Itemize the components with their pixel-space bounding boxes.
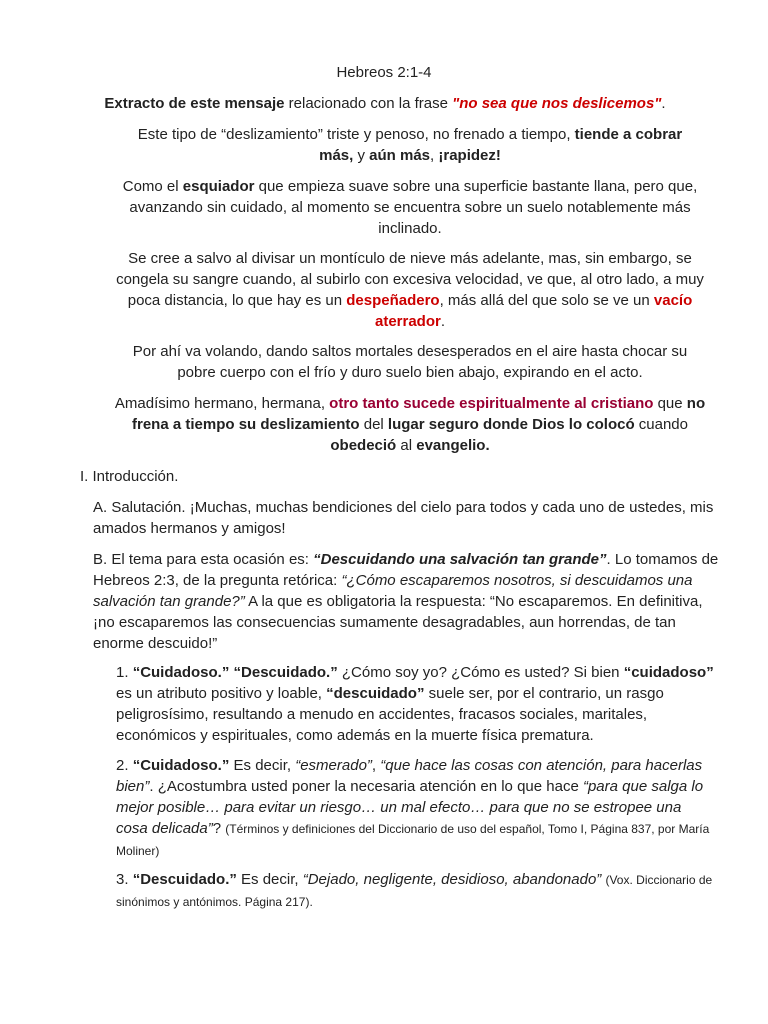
app-text-4: cuando bbox=[634, 416, 688, 433]
item-2-citation: (Términos y definiciones del Diccionario de uso del español, Tomo I, Página 837, por María Moliner) bbox=[116, 822, 710, 858]
app-text-2: que bbox=[653, 395, 687, 412]
fall-paragraph: Por ahí va volando, dando saltos mortales desesperados en el aire hasta chocar su pobre cuerpo con el frío y duro suelo bien abajo, expirando en el acto. bbox=[132, 343, 688, 381]
item-2-italic-3: “para que salga lo mejor posible… para evitar un riesgo… un mal efecto… para que no se estropee una cosa delicada” bbox=[116, 778, 704, 837]
item-1-text-1: ¿Cómo soy yo? ¿Cómo es usted? Si bien bbox=[337, 664, 624, 681]
theme-text-1: B. El tema para esta ocasión es: bbox=[93, 551, 314, 568]
item-2-italic-2: “que hace las cosas con atención, para hacerlas bien” bbox=[116, 757, 703, 795]
item-1-text-3: suele ser, por el contrario, un rasgo peligrosísimo, resultando a menudo en accidentes, fracasos sociales, maritales, económicos y espirituales, como además en la muerte física prematura. bbox=[116, 685, 664, 744]
item-1-bold-2: “cuidadoso” bbox=[623, 664, 714, 681]
item-3-italic: “Dejado, negligente, desidioso, abandonado” bbox=[302, 871, 602, 888]
item-3-number: 3. bbox=[116, 871, 133, 888]
item-3-bold: “Descuidado.” bbox=[132, 871, 237, 888]
slide-text-2: y bbox=[353, 147, 370, 164]
key-phrase: "no sea que nos deslicemos" bbox=[452, 95, 662, 112]
app-highlight: otro tanto sucede espiritualmente al cristiano bbox=[329, 395, 654, 412]
slide-bold-1: tiende a cobrar más, bbox=[319, 126, 683, 164]
item-2-text-4: ? bbox=[212, 820, 226, 837]
slide-text-3: , bbox=[430, 147, 439, 164]
skier-paragraph bbox=[110, 176, 710, 239]
item-1-bold-3: “descuidado” bbox=[326, 685, 425, 702]
item-1-text-2: es un atributo positivo y loable, bbox=[116, 685, 327, 702]
app-bold-2: lugar seguro donde Dios lo colocó bbox=[387, 416, 635, 433]
application-paragraph bbox=[100, 393, 720, 456]
item-3-text-1: Es decir, bbox=[236, 871, 303, 888]
app-bold-4: evangelio. bbox=[416, 437, 490, 454]
cliff-paragraph bbox=[100, 248, 720, 332]
app-text-5: al bbox=[396, 437, 417, 454]
slide-bold-3: ¡rapidez! bbox=[438, 147, 501, 164]
excerpt-label: Extracto de este mensaje bbox=[104, 95, 285, 112]
skier-bold: esquiador bbox=[182, 178, 255, 195]
cliff-red-1: despeñadero bbox=[346, 292, 440, 309]
theme-text-3: A la que es obligatoria la respuesta: “No escaparemos. En definitiva, ¡no escaparemos las consecuencias sumamente desagradables, aun horrendas, de tan enorme descuido!” bbox=[93, 593, 703, 652]
item-3-citation: (Vox. Diccionario de sinónimos y antónimos. Página 217). bbox=[116, 873, 713, 909]
list-item-2 bbox=[116, 755, 716, 862]
theme-paragraph bbox=[93, 549, 723, 654]
list-item-1 bbox=[116, 662, 716, 746]
excerpt-end: . bbox=[661, 95, 666, 112]
item-2-text-1: Es decir, bbox=[229, 757, 296, 774]
skier-text-1: Como el bbox=[122, 178, 183, 195]
excerpt-text: relacionado con la frase bbox=[284, 95, 453, 112]
item-2-italic-1: “esmerado” bbox=[295, 757, 372, 774]
document-title: Hebreos 2:1-4 bbox=[336, 64, 432, 81]
skier-text-2: que empieza suave sobre una superficie bastante llana, pero que, avanzando sin cuidado, al momento se encuentra sobre un suelo notablemente más inclinado. bbox=[129, 178, 698, 237]
app-bold-1: no frena a tiempo su deslizamiento bbox=[132, 395, 706, 433]
cliff-red-2: vacío aterrador bbox=[374, 292, 693, 330]
slide-paragraph bbox=[130, 124, 690, 166]
theme-title: “Descuidando una salvación tan grande” bbox=[313, 551, 607, 568]
excerpt-paragraph bbox=[100, 93, 670, 114]
item-1-number: 1. bbox=[116, 664, 133, 681]
app-text-3: del bbox=[359, 416, 388, 433]
cliff-text-2: , más allá del que solo se ve un bbox=[439, 292, 654, 309]
list-item-3 bbox=[116, 869, 716, 913]
item-1-bold: “Cuidadoso.” “Descuidado.” bbox=[132, 664, 338, 681]
cliff-text-1: Se cree a salvo al divisar un montículo de nieve más adelante, mas, sin embargo, se congela su sangre cuando, al subirlo con excesiva velocidad, ve que, al otro lado, a muy poca distancia, lo que hay es un bbox=[116, 250, 704, 309]
theme-text-2: . Lo tomamos de Hebreos 2:3, de la pregunta retórica: bbox=[93, 551, 719, 589]
item-2-text-2: , bbox=[371, 757, 381, 774]
theme-quote: “¿Cómo escaparemos nosotros, si descuidamos una salvación tan grande?” bbox=[93, 572, 693, 610]
greeting-paragraph: A. Salutación. ¡Muchas, muchas bendiciones del cielo para todos y cada uno de ustedes, mis amados hermanos y amigos! bbox=[93, 499, 714, 537]
section-heading-intro: I. Introducción. bbox=[80, 468, 179, 485]
item-2-text-3: . ¿Acostumbra usted poner la necesaria atención en lo que hace bbox=[149, 778, 583, 795]
slide-text: Este tipo de “deslizamiento” triste y penoso, no frenado a tiempo, bbox=[137, 126, 575, 143]
app-text-1: Amadísimo hermano, hermana, bbox=[114, 395, 330, 412]
item-2-bold: “Cuidadoso.” bbox=[132, 757, 230, 774]
cliff-text-3: . bbox=[440, 313, 446, 330]
app-bold-3: obedeció bbox=[330, 437, 397, 454]
slide-bold-2: aún más bbox=[369, 147, 431, 164]
item-2-number: 2. bbox=[116, 757, 133, 774]
